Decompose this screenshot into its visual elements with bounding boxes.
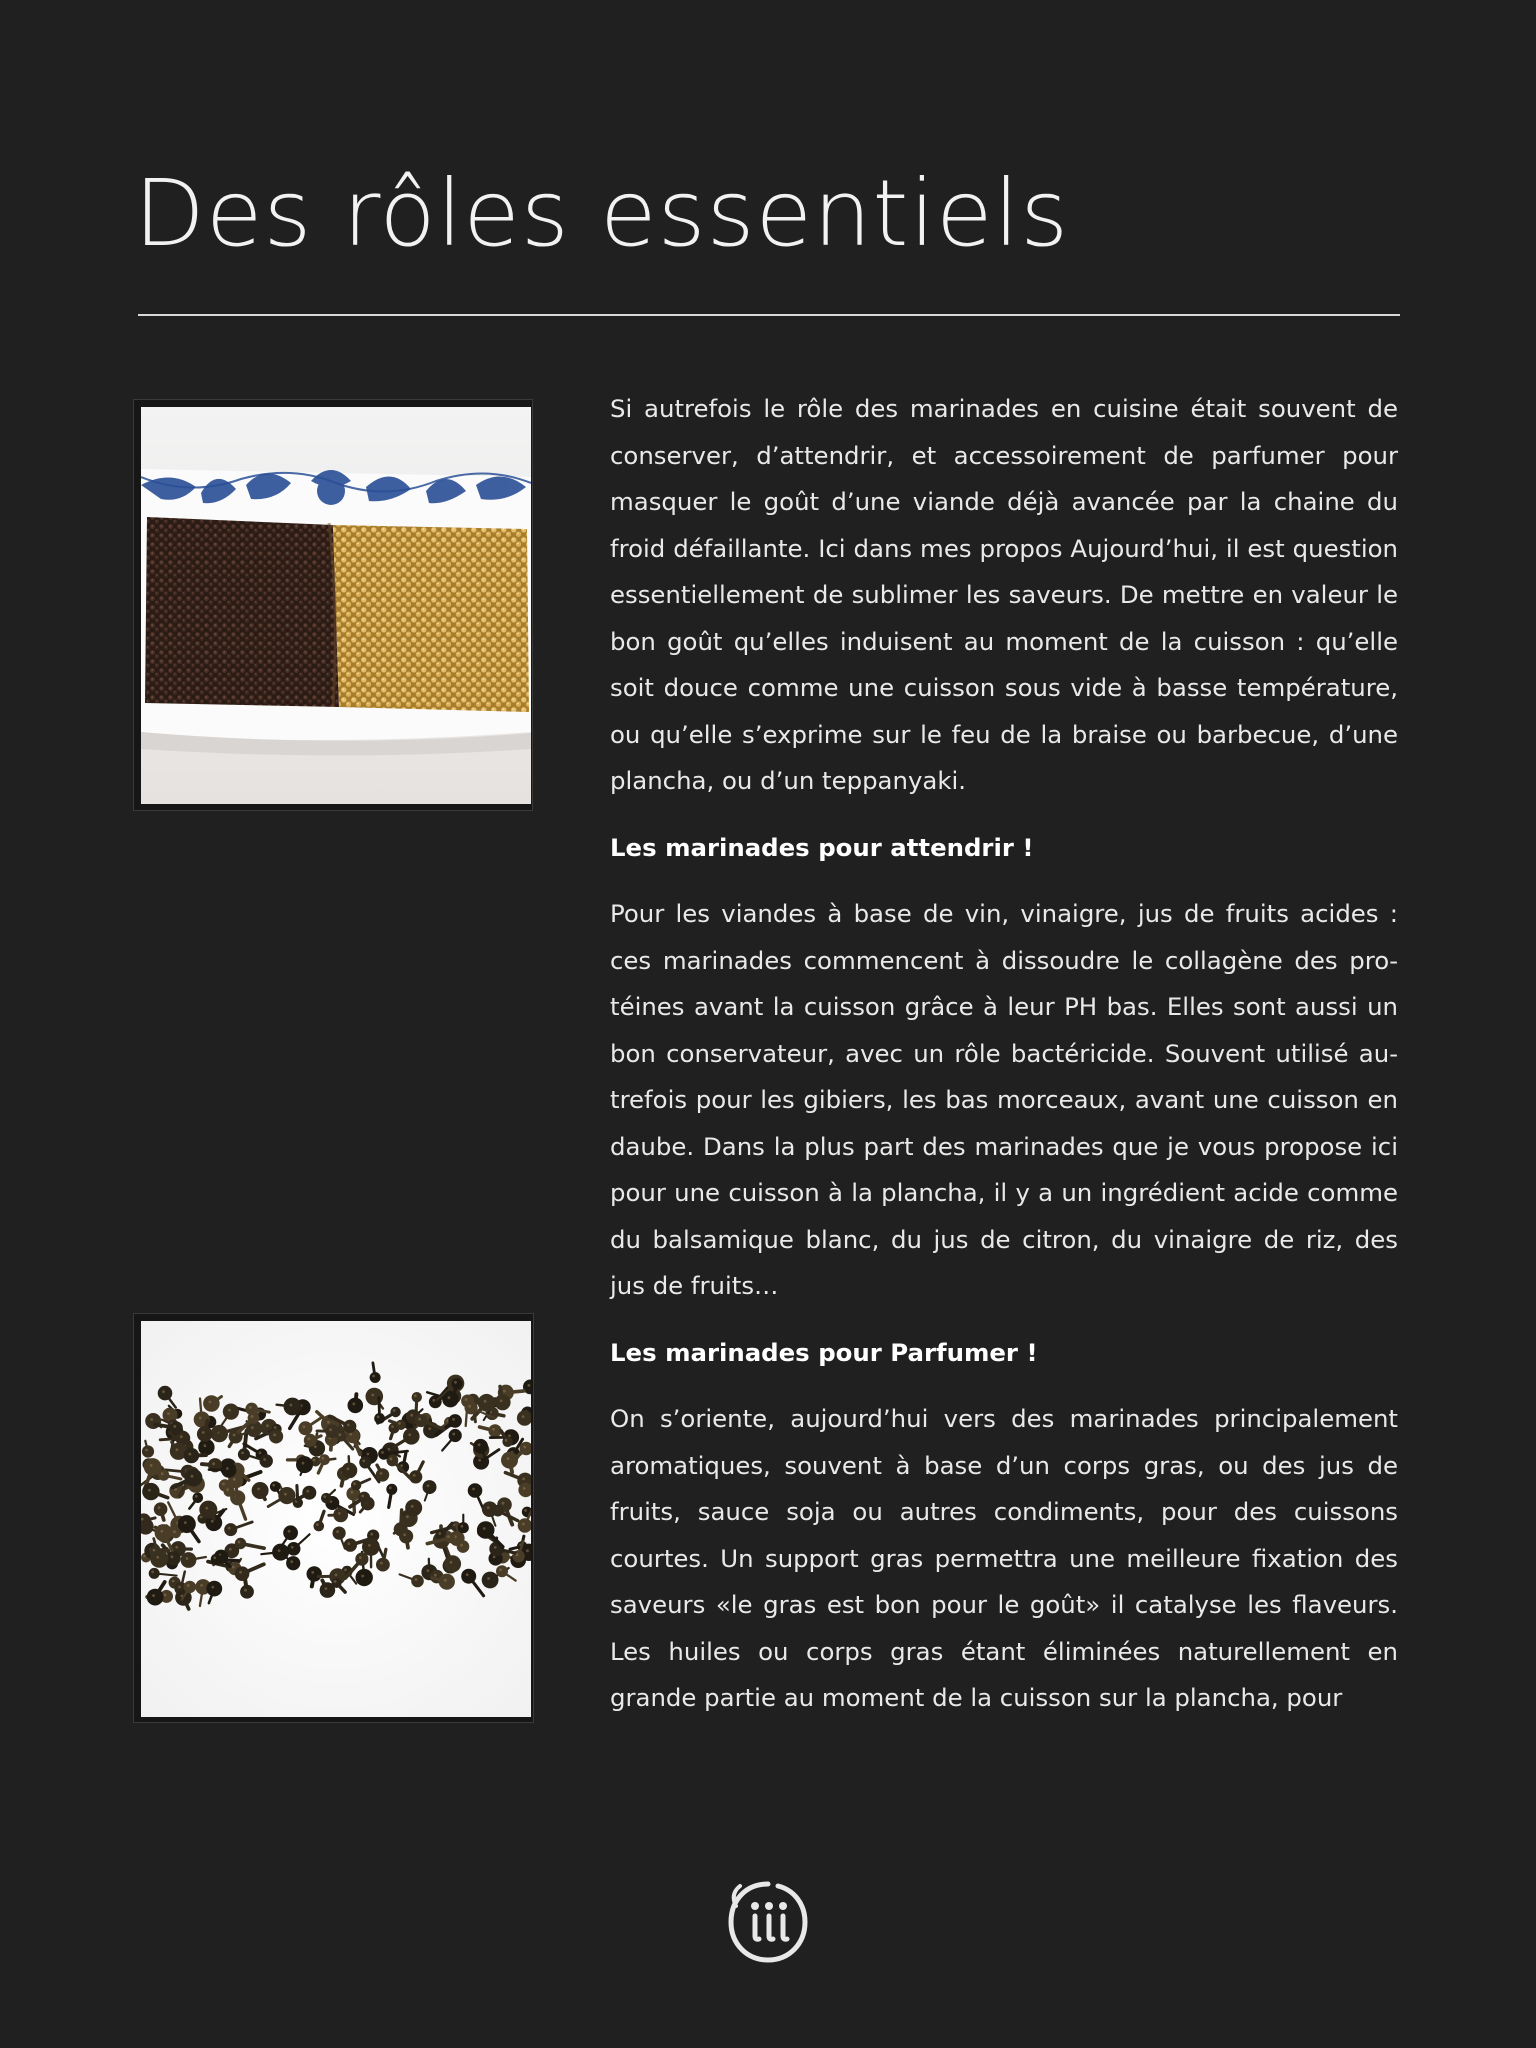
intro-paragraph: Si autrefois le rôle des marinades en cuisine était souvent de conserver, d’attendrir, et accessoirement de parfumer pour masquer le goût d’une viande déjà avancée par la chaine du froid défaillante. Ici dans mes propos Aujourd’hui, il est question essentiellement de sublimer les saveurs. De mettre en valeur le bon goût qu’elles induisent au moment de la cuisson : qu’elle soit douce comme une cuisson sous vide à basse température, ou qu’elle s’exprime sur le feu de la braise ou barbecue, d’une plancha, ou d’un teppanyaki.	[610, 394, 1398, 795]
section-paragraph-parfumer: On s’oriente, aujourd’hui vers des marinades principalement aromatiques, souvent à base d’un corps gras, ou des jus de fruits, sauce soja ou autres condiments, pour des cuissons courtes. Un support gras permettra une meilleure fixation des saveurs «le gras est bon pour le goût» il catalyse les flaveurs. Les huiles ou corps gras étant éliminées naturellement en grande partie au moment de la cuisson sur la plancha, pour	[610, 1404, 1398, 1712]
iii-circle-logo-icon	[722, 1876, 814, 1968]
mustard-seeds-image	[141, 407, 531, 804]
title-divider	[138, 314, 1400, 316]
mustard-seeds-photo	[141, 407, 531, 804]
section-paragraph-attendrir: Pour les viandes à base de vin, vinaigre, jus de fruits acides : ces marinades commencent à dissoudre le collagène des protéines avant la cuisson grâce à leur PH bas. Elles sont aussi un bon conservateur, avec un rôle bactéricide. Souvent utilisé autrefois pour les gibiers, les bas morceaux, avant une cuisson en daube. Dans la plus part des marinades que je vous propose ici pour une cuisson à la plancha, il y a un ingrédient acide comme du balsamique blanc, du jus de citron, du vinaigre de riz, des jus de fruits…	[610, 899, 1398, 1300]
cloves-photo	[141, 1321, 531, 1717]
section-heading-attendrir: Les marinades pour attendrir !	[610, 832, 1034, 862]
page-title: Des rôles essentiels	[134, 160, 1070, 267]
section-heading-parfumer: Les marinades pour Parfumer !	[610, 1337, 1038, 1367]
article-body	[610, 386, 1398, 1742]
cloves-image	[141, 1321, 531, 1717]
